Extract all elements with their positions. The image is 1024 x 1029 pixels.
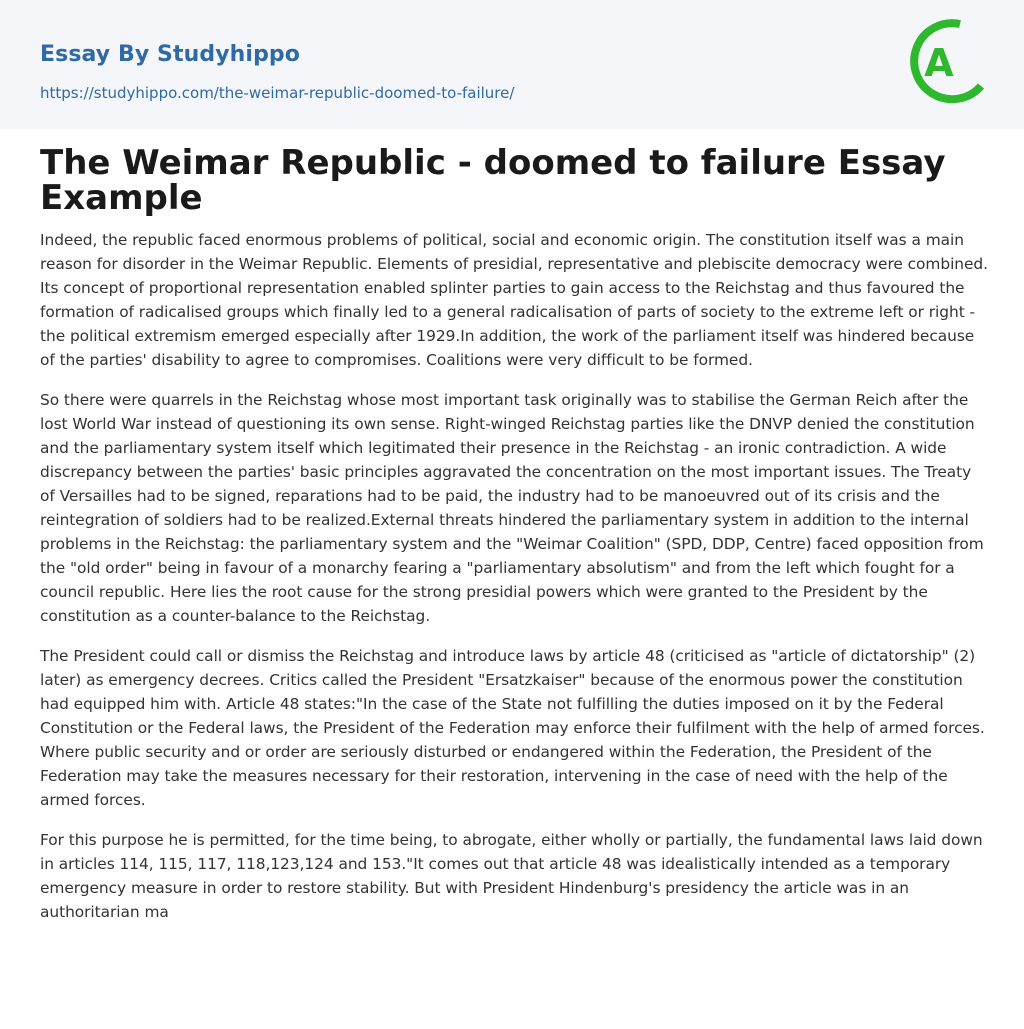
article-paragraph: Indeed, the republic faced enormous problems of political, social and economic origin. The constitution itself was a main reason for disorder in the Weimar Republic. Elements of presidial, representative and plebiscite democracy were combined. Its concept of proportional representation enabled splinter parties to gain access to the Reichstag and thus favoured the formation of radicalised groups which finally led to a general radicalisation of parts of society to the extreme left or right - the political extremism emerged especially after 1929.In addition, the work of the parliament itself was hindered because of the parties' disability to agree to compromises. Coalitions were very difficult to be formed. <box>40 231 988 369</box>
article-paragraph: The President could call or dismiss the Reichstag and introduce laws by article 48 (criticised as "article of dictatorship" (2) later) as emergency decrees. Critics called the President "Ersatzkaiser" because of the enormous power the constitution had equipped him with. Article 48 states:"In the case of the State not fulfilling the duties imposed on it by the Federal Constitution or the Federal laws, the President of the Federation may enforce their fulfilment with the help of armed forces. Where public security and or order are seriously disturbed or endangered within the Federation, the President of the Federation may take the measures necessary for their restoration, intervening in the case of need with the help of the armed forces. <box>40 647 985 809</box>
article-paragraph: For this purpose he is permitted, for the time being, to abrogate, either wholly or partially, the fundamental laws laid down in articles 114, 115, 117, 118,123,124 and 153."It comes out that article 48 was idealistically intended as a temporary emergency measure in order to restore stability. But with President Hindenburg's presidency the article was in an authoritarian ma <box>40 831 983 921</box>
site-header <box>0 0 1024 129</box>
article-paragraph: So there were quarrels in the Reichstag whose most important task originally was to stabilise the German Reich after the lost World War instead of questioning its own sense. Right-winged Reichstag parties like the DNVP denied the constitution and the parliamentary system itself which legitimated their presence in the Reichstag - an ironic contradiction. A wide discrepancy between the parties' basic principles aggravated the concentration on the most important issues. The Treaty of Versailles had to be signed, reparations had to be paid, the industry had to be manoeuvred out of its crisis and the reintegration of soldiers had to be realized.External threats hindered the parliamentary system in addition to the internal problems in the Reichstag: the parliamentary system and the "Weimar Coalition" (SPD, DDP, Centre) faced opposition from the "old order" being in favour of a monarchy fearing a "parliamentary absolutism" and from the left which fought for a council republic. Here lies the root cause for the strong presidial powers which were granted to the President by the constitution as a counter-balance to the Reichstag. <box>40 391 984 625</box>
logo-letter: A <box>924 41 954 85</box>
article-title: The Weimar Republic - doomed to failure Essay Example <box>40 143 946 218</box>
site-brand[interactable]: Essay By Studyhippo <box>40 42 300 67</box>
page-url-link[interactable]: https://studyhippo.com/the-weimar-republic-doomed-to-failure/ <box>40 84 515 102</box>
studyhippo-logo-icon[interactable] <box>904 18 988 106</box>
article-body <box>40 228 990 940</box>
